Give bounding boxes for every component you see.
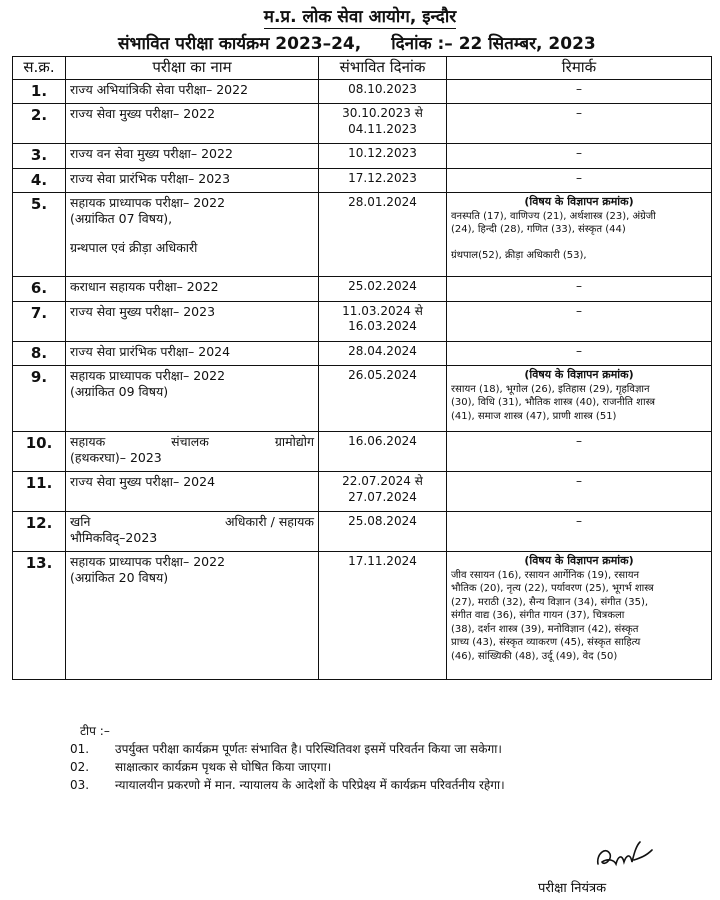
row-remark: (विषय के विज्ञापन क्रमांक) रसायन (18), भूगोल (26), इतिहास (29), गृहविज्ञान (30), विधि (31), भौतिक शास्त्र (40), राजनीति शास्त्र (41), समाज शास्त्र (47), प्राणी शास्त्र (51)	[447, 366, 712, 432]
table-row	[13, 301, 712, 341]
row-date: 11.03.2024 से 16.03.2024	[319, 301, 447, 341]
table-row	[13, 552, 712, 680]
row-sno: 10.	[13, 432, 66, 472]
table-row	[13, 341, 712, 366]
row-exam-name: खनि अधिकारी / सहायक भौमिकविद्–2023	[66, 512, 319, 552]
row-date: 17.11.2024	[319, 552, 447, 680]
table-row	[13, 193, 712, 277]
row-exam-name: राज्य वन सेवा मुख्य परीक्षा– 2022	[66, 144, 319, 169]
table-row	[13, 432, 712, 472]
note-item: 01. उपर्युक्त परीक्षा कार्यक्रम पूर्णतः संभावित है। परिस्थितिवश इसमें परिवर्तन किया जा सकेगा।	[70, 742, 502, 756]
note-item: 02. साक्षात्कार कार्यक्रम पृथक से घोषित किया जाएगा।	[70, 760, 332, 774]
row-sno: 7.	[13, 301, 66, 341]
note-item: 03. न्यायालयीन प्रकरणो में मान. न्यायालय के आदेशों के परिप्रेक्ष्य में कार्यक्रम परिवर्तनीय रहेगा।	[70, 778, 505, 792]
row-sno: 4.	[13, 168, 66, 193]
table-row	[13, 277, 712, 302]
row-exam-name: राज्य अभियांत्रिकी सेवा परीक्षा– 2022	[66, 79, 319, 104]
row-date: 17.12.2023	[319, 168, 447, 193]
remark-heading: (विषय के विज्ञापन क्रमांक)	[524, 195, 634, 208]
row-remark: –	[447, 301, 712, 341]
document-title: म.प्र. लोक सेवा आयोग, इन्दौर	[263, 7, 457, 27]
table-row	[13, 366, 712, 432]
row-sno: 9.	[13, 366, 66, 432]
row-remark: –	[447, 104, 712, 144]
row-remark: –	[447, 341, 712, 366]
notes-section	[70, 722, 710, 794]
row-date: 26.05.2024	[319, 366, 447, 432]
table-row	[13, 472, 712, 512]
row-remark: –	[447, 472, 712, 512]
row-exam-name: सहायक प्राध्यापक परीक्षा– 2022 (अग्रांकित 09 विषय)	[66, 366, 319, 432]
schedule-title: संभावित परीक्षा कार्यक्रम 2023–24,	[118, 34, 362, 54]
table-header-row	[13, 57, 712, 80]
row-sno: 12.	[13, 512, 66, 552]
col-header-remark: रिमार्क	[447, 57, 712, 80]
row-remark: –	[447, 512, 712, 552]
row-exam-name: सहायक संचालक ग्रामोद्योग (हथकरघा)– 2023	[66, 432, 319, 472]
row-sno: 3.	[13, 144, 66, 169]
table-row	[13, 512, 712, 552]
row-exam-name: कराधान सहायक परीक्षा– 2022	[66, 277, 319, 302]
table-row	[13, 104, 712, 144]
row-exam-name: राज्य सेवा मुख्य परीक्षा– 2024	[66, 472, 319, 512]
row-date: 25.02.2024	[319, 277, 447, 302]
col-header-sno: स.क्र.	[13, 57, 66, 80]
table-row	[13, 144, 712, 169]
row-sno: 13.	[13, 552, 66, 680]
row-sno: 8.	[13, 341, 66, 366]
row-sno: 5.	[13, 193, 66, 277]
signature-icon	[590, 836, 660, 876]
row-remark: (विषय के विज्ञापन क्रमांक) वनस्पति (17), वाणिज्य (21), अर्थशास्त्र (23), अंग्रेजी (24), हिन्दी (28), गणित (33), संस्कृत (44) ग्रंथपाल(52), क्रीड़ा अधिकारी (53),	[447, 193, 712, 277]
row-date: 22.07.2024 से 27.07.2024	[319, 472, 447, 512]
exam-schedule-table	[12, 56, 712, 680]
row-remark: –	[447, 277, 712, 302]
table-row	[13, 79, 712, 104]
row-sno: 11.	[13, 472, 66, 512]
remark-heading: (विषय के विज्ञापन क्रमांक)	[524, 554, 634, 567]
row-remark: –	[447, 79, 712, 104]
row-date: 30.10.2023 से 04.11.2023	[319, 104, 447, 144]
row-date: 28.01.2024	[319, 193, 447, 277]
issue-date: दिनांक :– 22 सितम्बर, 2023	[391, 34, 596, 54]
row-remark: –	[447, 168, 712, 193]
row-sno: 6.	[13, 277, 66, 302]
row-exam-name: सहायक प्राध्यापक परीक्षा– 2022 (अग्रांकित 07 विषय), ग्रन्थपाल एवं क्रीड़ा अधिकारी	[66, 193, 319, 277]
row-exam-name: सहायक प्राध्यापक परीक्षा– 2022 (अग्रांकित 20 विषय)	[66, 552, 319, 680]
row-remark: (विषय के विज्ञापन क्रमांक) जीव रसायन (16), रसायन आर्गेनिक (19), रसायन भौतिक (20), नृत्य (22), पर्यावरण (25), भूगर्भ शास्त्र (27), मराठी (32), सैन्य विज्ञान (34), संगीत (35), संगीत वाद्य (36), संगीत गायन (37), चित्रकला (38), दर्शन शास्त्र (39), मनोविज्ञान (42), संस्कृत प्राच्य (43), संस्कृत व्याकरण (45), संस्कृत साहित्य (46), सांख्यिकी (48), उर्दू (49), वेद (50)	[447, 552, 712, 680]
col-header-exam-name: परीक्षा का नाम	[66, 57, 319, 80]
row-sno: 2.	[13, 104, 66, 144]
row-date: 28.04.2024	[319, 341, 447, 366]
row-remark: –	[447, 144, 712, 169]
row-date: 25.08.2024	[319, 512, 447, 552]
row-date: 16.06.2024	[319, 432, 447, 472]
signature-label: परीक्षा नियंत्रक	[538, 881, 607, 896]
remark-heading: (विषय के विज्ञापन क्रमांक)	[524, 368, 634, 381]
table-row	[13, 168, 712, 193]
row-exam-name: राज्य सेवा मुख्य परीक्षा– 2022	[66, 104, 319, 144]
row-exam-name: राज्य सेवा प्रारंभिक परीक्षा– 2023	[66, 168, 319, 193]
row-date: 10.12.2023	[319, 144, 447, 169]
row-sno: 1.	[13, 79, 66, 104]
row-exam-name: राज्य सेवा मुख्य परीक्षा– 2023	[66, 301, 319, 341]
row-date: 08.10.2023	[319, 79, 447, 104]
document-subtitle	[118, 31, 596, 54]
row-remark: –	[447, 432, 712, 472]
col-header-date: संभावित दिनांक	[319, 57, 447, 80]
notes-title: टीप :–	[80, 724, 110, 738]
row-exam-name: राज्य सेवा प्रारंभिक परीक्षा– 2024	[66, 341, 319, 366]
